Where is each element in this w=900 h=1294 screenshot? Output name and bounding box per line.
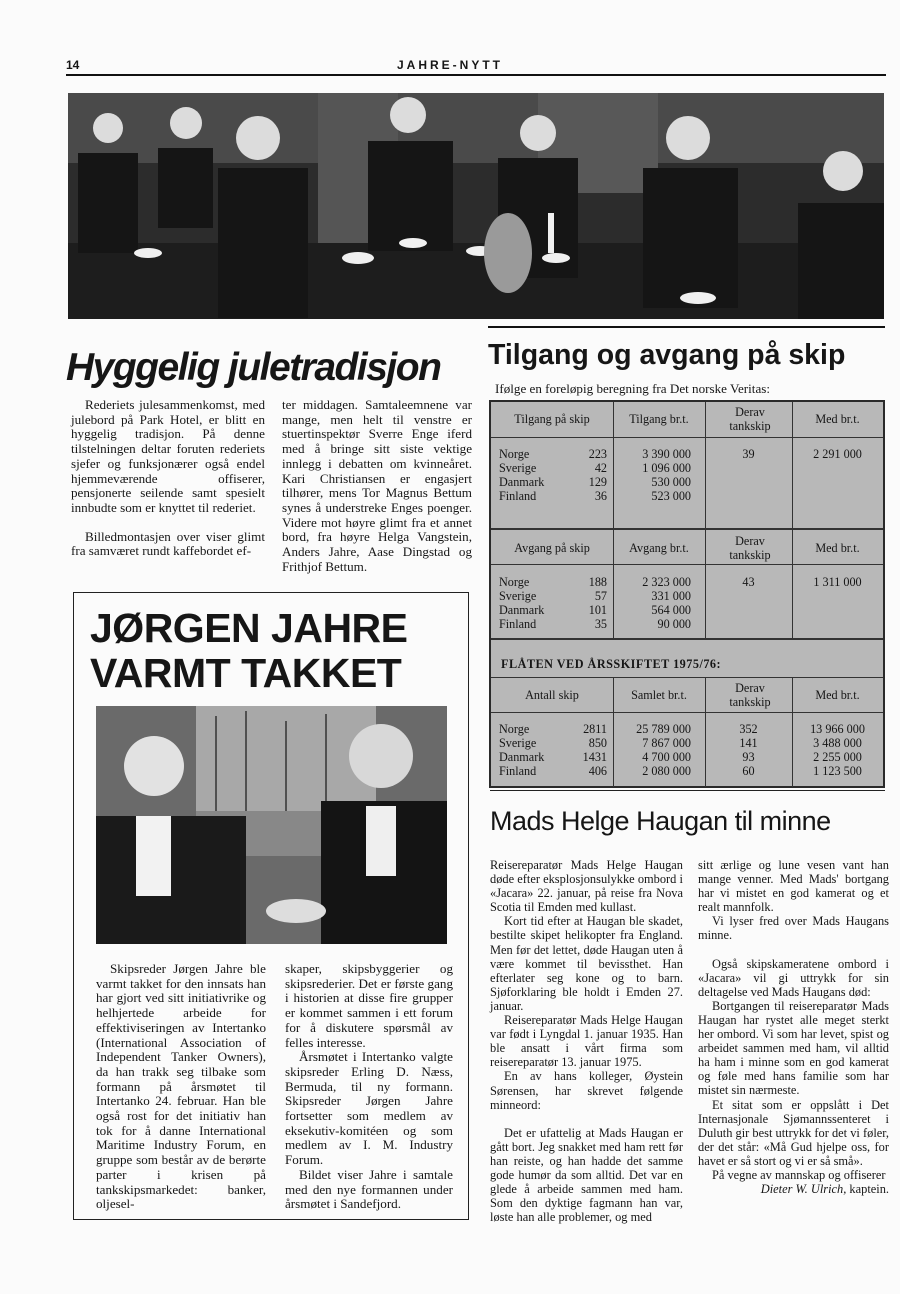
table2-country-2: Sverige xyxy=(499,589,537,603)
table-intro: Ifølge en foreløpig beregning fra Det norske Veritas: xyxy=(495,381,770,396)
table2-count-1: 188 xyxy=(588,575,607,589)
table1-header-2: Tilgang br.t. xyxy=(629,412,689,426)
section-rule xyxy=(490,790,885,791)
table3-header-3: Derav tankskip xyxy=(729,681,771,709)
table1-header-4: Med br.t. xyxy=(815,412,860,426)
table3-tank-1: 352 xyxy=(739,722,758,736)
table1-brt-1: 3 390 000 xyxy=(642,447,691,461)
table2-tank: 43 xyxy=(742,575,755,589)
paragraph: Vi lyser fred over Mads Haugans minne. xyxy=(698,914,889,943)
table2-header-1: Avgang på skip xyxy=(514,541,590,555)
table1-country-4: Finland xyxy=(499,489,537,503)
table3-tank-brt-2: 3 488 000 xyxy=(813,736,862,750)
page-number: 14 xyxy=(66,58,80,72)
article4-column-1 xyxy=(490,858,683,1224)
table2-header-4: Med br.t. xyxy=(815,541,860,555)
signature xyxy=(698,1182,889,1196)
table2-brt-3: 564 000 xyxy=(651,603,691,617)
paragraph: Reisereparatør Mads Helge Haugan var født i Lyngdal 1. januar 1935. Han ble ansatt i vårt firma som reisereparatør 13. januar 1975. xyxy=(490,1013,683,1070)
table2-brt-1: 2 323 000 xyxy=(642,575,691,589)
table2-brt-4: 90 000 xyxy=(657,617,691,631)
table1-count-4: 36 xyxy=(594,489,607,503)
table3-count-2: 850 xyxy=(588,736,607,750)
paragraph: Skipsreder Jørgen Jahre ble varmt takket for den innsats han har gjort ved sitt initiativrike og helhjertede arbeide for effektiviseringen av Intertanko (International Association of Independent Tanker Owners), da han trakk seg tilbake som formann på årsmøtet til Intertanko 24. februar. Han ble også rost for det initiativ han tok for å danne International Maritime Industry Forum, en gruppe som består av de berørte parter i krisen på tankskipsmarkedet: banker, oljesel- xyxy=(96,961,266,1212)
table2-tank-brt: 1 311 000 xyxy=(813,575,862,589)
table3-tank-4: 60 xyxy=(742,764,755,778)
paragraph: Det er ufattelig at Mads Haugan er gått bort. Jeg snakket med ham rett før han reiste, og han hadde det samme gode humør da som alltid. Det var en glede å arbeide sammen med ham. Som den dyktige fagmann han var, løste han alle problemer, og med xyxy=(490,1125,683,1225)
article4-column-2 xyxy=(698,858,889,1196)
table3-tank-2: 141 xyxy=(739,736,758,750)
table2-count-2: 57 xyxy=(594,589,607,603)
paragraph: sitt ærlige og lune vesen vant han mange venner. Med Mads' bortgang har vi mistet en god kamerat og et realt mannfolk. xyxy=(698,858,889,915)
table1-count-3: 129 xyxy=(588,475,607,489)
table3-count-1: 2811 xyxy=(583,722,607,736)
table2-header-3: Derav tankskip xyxy=(729,534,771,562)
headline-mads-helge-haugan: Mads Helge Haugan til minne xyxy=(490,806,831,836)
table1-header-1: Tilgang på skip xyxy=(514,412,590,426)
signature-name: Dieter W. Ulrich, xyxy=(760,1182,847,1197)
paragraph: Reisereparatør Mads Helge Haugan døde efter eksplosjonsulykke ombord i «Jacara» 22. januar, på reise fra Nova Scotia til Emden med kullast. xyxy=(490,858,683,915)
table1-tank-brt: 2 291 000 xyxy=(813,447,862,461)
table3-header-1: Antall skip xyxy=(525,688,579,702)
article2-column-2 xyxy=(285,962,453,1212)
paragraph: Et sitat som er oppslått i Det Internasjonale Sjømannssenteret i Duluth gir best uttrykk for det vi føler, der det står: «Må Gud hjelpe oss, for havet er så stort og vi er så små». xyxy=(698,1097,889,1168)
paragraph: Rederiets julesammenkomst, med julebord på Park Hotel, er blitt en hyggelig tradisjon. På denne tilstelningen deltar foruten rederiets sjefer og funksjonærer også endel hjemmeværende offiserer, pensjonerte seilende samt spesielt innbudte som er knyttet til rederiet. xyxy=(71,397,265,515)
paragraph: Kort tid efter at Haugan ble skadet, bestilte skipet helikopter fra England. Men før det lettet, døde Haugan uten å være kommet til bevissthet. Han efterlater seg kone og to barn. Sjøforklaring ble holdt i Emden 27. januar. xyxy=(490,914,683,1013)
table3-count-4: 406 xyxy=(588,764,607,778)
paragraph: På vegne av mannskap og offiserer xyxy=(712,1167,886,1182)
table2-header-2: Avgang br.t. xyxy=(629,541,689,555)
jahre-meeting-photo xyxy=(96,706,447,944)
table3-header-4: Med br.t. xyxy=(815,688,860,702)
table3-brt-3: 4 700 000 xyxy=(642,750,691,764)
table3-count-3: 1431 xyxy=(582,750,607,764)
paragraph: Også skipskameratene ombord i «Jacara» vil gi uttrykk for sin deltagelse ved Mads Haugans død: xyxy=(698,956,889,999)
paragraph: En av hans kolleger, Øystein Sørensen, har skrevet følgende minneord: xyxy=(490,1069,683,1112)
table1-tank: 39 xyxy=(742,447,755,461)
table3-country-1: Norge xyxy=(499,722,530,736)
table1-brt-2: 1 096 000 xyxy=(642,461,691,475)
table3-country-4: Finland xyxy=(499,764,537,778)
table1-brt-3: 530 000 xyxy=(651,475,691,489)
table1-count-1: 223 xyxy=(588,447,607,461)
ship-statistics-table xyxy=(489,400,885,788)
headline-juletradisjon: Hyggelig juletradisjon xyxy=(66,346,441,389)
headline-tilgang-avgang: Tilgang og avgang på skip xyxy=(488,339,846,371)
publication-title: JAHRE-NYTT xyxy=(396,58,503,72)
header-rule xyxy=(66,74,886,76)
table3-tank-brt-3: 2 255 000 xyxy=(813,750,862,764)
table3-country-2: Sverige xyxy=(499,736,537,750)
paragraph: Billedmontasjen over viser glimt fra samværet rundt kaffebordet ef- xyxy=(71,528,265,559)
table3-brt-4: 2 080 000 xyxy=(642,764,691,778)
table1-country-1: Norge xyxy=(499,447,530,461)
table1-brt-4: 523 000 xyxy=(651,489,691,503)
table3-brt-1: 25 789 000 xyxy=(636,722,691,736)
table1-count-2: 42 xyxy=(594,461,607,475)
table2-count-4: 35 xyxy=(594,617,607,631)
article1-column-1 xyxy=(71,398,265,559)
article2-column-1 xyxy=(96,962,266,1212)
fleet-label: FLÅTEN VED ÅRSSKIFTET 1975/76: xyxy=(501,657,722,671)
headline-line-1: JØRGEN JAHRE xyxy=(90,605,408,651)
table3-brt-2: 7 867 000 xyxy=(642,736,691,750)
table3-tank-brt-1: 13 966 000 xyxy=(810,722,865,736)
table3-tank-brt-4: 1 123 500 xyxy=(813,764,862,778)
table2-count-3: 101 xyxy=(588,603,607,617)
article1-column-2 xyxy=(282,398,472,574)
section-rule xyxy=(488,326,885,328)
headline-jorgen-jahre xyxy=(90,606,470,696)
paragraph: skaper, skipsbyggerier og skipsrederier. Det er første gang i historien at disse fire grupper er kommet sammen i ett forum for å diskutere spørsmål av felles interesse. xyxy=(285,961,453,1050)
signature-title: kaptein. xyxy=(846,1182,889,1197)
paragraph: Bildet viser Jahre i samtale med den nye formannen under årsmøtet i Sandefjord. xyxy=(285,1166,453,1212)
table3-tank-3: 93 xyxy=(742,750,755,764)
table2-country-4: Finland xyxy=(499,617,537,631)
paragraph: ter middagen. Samtaleemnene var mange, men helt til venstre er stuertinspektør Sverre Enge iferd med å bringe sitt siste vektige innlegg i debatten om kvinneåret. Kari Christiansen er engasjert tilhører, mens Tor Magnus Bettum synes å understreke Enges poenger. Videre mot høyre glimt fra et annet bord, fra høyre Helga Vangstein, Anders Jahre, Aase Dingstad og Frithjof Bettum. xyxy=(282,397,472,574)
table2-brt-2: 331 000 xyxy=(651,589,691,603)
table3-country-3: Danmark xyxy=(499,750,545,764)
table1-country-3: Danmark xyxy=(499,475,545,489)
table2-country-1: Norge xyxy=(499,575,530,589)
headline-line-2: VARMT TAKKET xyxy=(90,650,402,696)
table2-country-3: Danmark xyxy=(499,603,545,617)
table1-country-2: Sverige xyxy=(499,461,537,475)
christmas-party-photo xyxy=(68,93,884,319)
paragraph: Bortgangen til reisereparatør Mads Haugan har rystet alle meget sterkt her ombord. Vi som har levet, spist og arbeidet sammen med ham, vil alltid ha ham i minne som en god kamerat og føle med hans familie som har mistet sin nærmeste. xyxy=(698,998,889,1098)
table3-header-2: Samlet br.t. xyxy=(631,688,687,702)
paragraph: Årsmøtet i Intertanko valgte skipsreder Erling D. Næss, Bermuda, til ny formann. Skipsreder Jørgen Jahre fortsetter som medlem av eksekutiv-komitéen og som medlem av I. M. Industry Forum. xyxy=(285,1049,453,1168)
table1-header-3: Derav tankskip xyxy=(729,405,771,433)
